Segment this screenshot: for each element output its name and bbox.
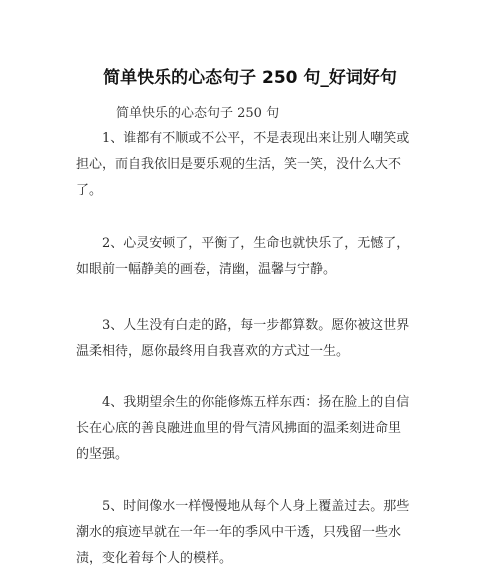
paragraph-line: 3、人生没有白走的路，每一步都算数。愿你被这世界 <box>102 318 410 333</box>
paragraph-line: 温柔相待，愿你最终用自我喜欢的方式过一生。 <box>76 344 350 359</box>
paragraph-line: 1、谁都有不顺或不公平，不是表现出来让别人嘲笑或 <box>102 131 410 146</box>
paragraph-line: 2、心灵安顿了，平衡了，生命也就快乐了，无憾了， <box>102 236 410 251</box>
paragraph-5 <box>76 494 426 572</box>
paragraph-1 <box>76 126 426 204</box>
paragraph-line: 如眼前一幅静美的画卷，清幽，温馨与宁静。 <box>76 262 337 277</box>
document-title: 简单快乐的心态句子 250 句_好词好句 <box>103 68 397 88</box>
paragraph-3 <box>76 313 426 365</box>
document-subtitle: 简单快乐的心态句子 250 句 <box>116 106 280 121</box>
paragraph-line: 长在心底的善良融进血里的骨气清风拂面的温柔刻进命里 <box>76 421 402 436</box>
paragraph-line: 了。 <box>76 183 103 198</box>
paragraph-4 <box>76 390 426 468</box>
paragraph-line: 4、我期望余生的你能修炼五样东西：扬在脸上的自信 <box>102 395 410 410</box>
paragraph-line: 潮水的痕迹早就在一年一年的季风中干透，只残留一些水 <box>76 525 402 540</box>
paragraph-line: 担心，而自我依旧是要乐观的生活，笑一笑，没什么大不 <box>76 157 402 172</box>
paragraph-2 <box>76 231 426 283</box>
paragraph-line: 渍，变化着每个人的模样。 <box>76 551 233 566</box>
paragraph-line: 的坚强。 <box>76 447 129 462</box>
paragraph-line: 5、时间像水一样慢慢地从每个人身上覆盖过去。那些 <box>102 499 410 514</box>
